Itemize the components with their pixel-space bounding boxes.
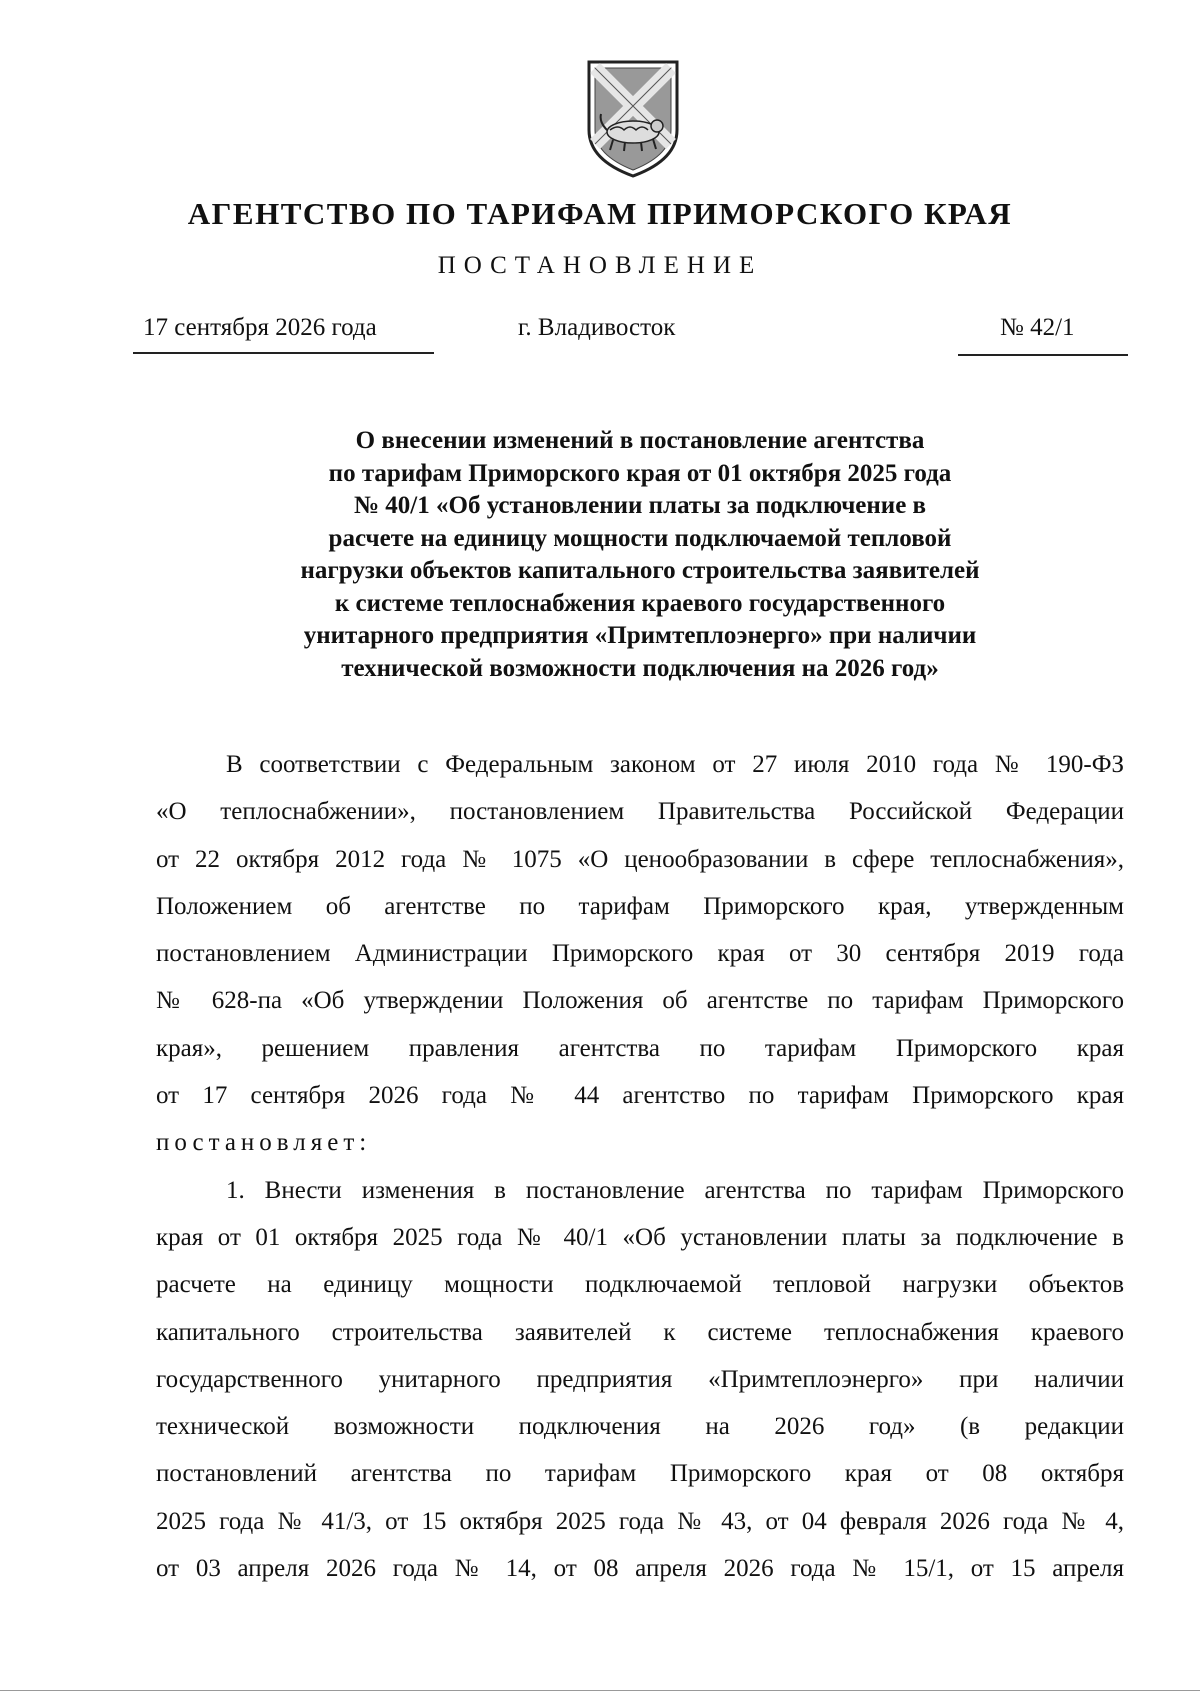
page-edge-line [0, 1690, 1200, 1691]
document-title [200, 425, 1080, 685]
title-line: унитарного предприятия «Примтеплоэнерго» при наличии [303, 622, 977, 649]
title-line: расчете на единицу мощности подключаемой тепловой [328, 524, 952, 552]
number-underline [958, 354, 1128, 356]
title-line: нагрузки объектов капитального строительства заявителей [300, 557, 980, 584]
title-line: № 40/1 «Об установлении платы за подключение в [353, 492, 927, 519]
date-underline [133, 352, 434, 354]
preamble-paragraph [156, 741, 1124, 1167]
preamble-line: постановлением Администрации Приморского края от 30 сентября 2019 года [156, 940, 1124, 968]
item-line: от 03 апреля 2026 года № 14, от 08 апреля 2026 года № 15/1, от 15 апреля [156, 1555, 1124, 1583]
preamble-line: от 17 сентября 2026 года № 44 агентство по тарифам Приморского края [156, 1082, 1124, 1110]
preamble-line: Положением об агентстве по тарифам Приморского края, утвержденным [156, 892, 1124, 920]
item-line: государственного унитарного предприятия «Примтеплоэнерго» при наличии [156, 1365, 1124, 1393]
item-line: расчете на единицу мощности подключаемой тепловой нагрузки объектов [156, 1271, 1124, 1299]
title-line: технической возможности подключения на 2026 год» [341, 654, 939, 682]
title-line: к системе теплоснабжения краевого государственного [334, 589, 946, 617]
title-line: по тарифам Приморского края от 01 октября 2025 года [328, 459, 952, 487]
document-type: ПОСТАНОВЛЕНИЕ [437, 252, 763, 279]
document-date: 17 сентября 2026 года [143, 314, 377, 341]
coat-of-arms-icon [585, 60, 681, 178]
title-line: О внесении изменений в постановление агентства [355, 427, 925, 454]
item-1-paragraph [156, 1167, 1124, 1593]
agency-name: АГЕНТСТВО ПО ТАРИФАМ ПРИМОРСКОГО КРАЯ [187, 196, 1013, 231]
document-city: г. Владивосток [518, 314, 676, 341]
item-line: капитального строительства заявителей к системе теплоснабжения краевого [156, 1318, 1124, 1346]
resolves-word: постановляет: [156, 1129, 372, 1157]
preamble-line: В соответствии с Федеральным законом от 27 июля 2010 года № 190-ФЗ [226, 751, 1124, 778]
item-line: 1. Внести изменения в постановление агентства по тарифам Приморского [226, 1176, 1124, 1204]
preamble-line: № 628-па «Об утверждении Положения об агентстве по тарифам Приморского [156, 987, 1124, 1015]
item-line: постановлений агентства по тарифам Приморского края от 08 октября [156, 1460, 1124, 1488]
item-line: технической возможности подключения на 2026 год» (в редакции [156, 1413, 1124, 1441]
document-number: № 42/1 [1000, 314, 1075, 341]
preamble-line: края», решением правления агентства по тарифам Приморского края [156, 1034, 1124, 1062]
preamble-line: от 22 октября 2012 года № 1075 «О ценообразовании в сфере теплоснабжения», [156, 845, 1124, 873]
item-line: 2025 года № 41/3, от 15 октября 2025 года № 43, от 04 февраля 2026 года № 4, [156, 1507, 1124, 1535]
item-line: края от 01 октября 2025 года № 40/1 «Об установлении платы за подключение в [156, 1223, 1124, 1251]
document-body [156, 741, 1124, 1592]
preamble-line: «О теплоснабжении», постановлением Правительства Российской Федерации [156, 798, 1124, 826]
